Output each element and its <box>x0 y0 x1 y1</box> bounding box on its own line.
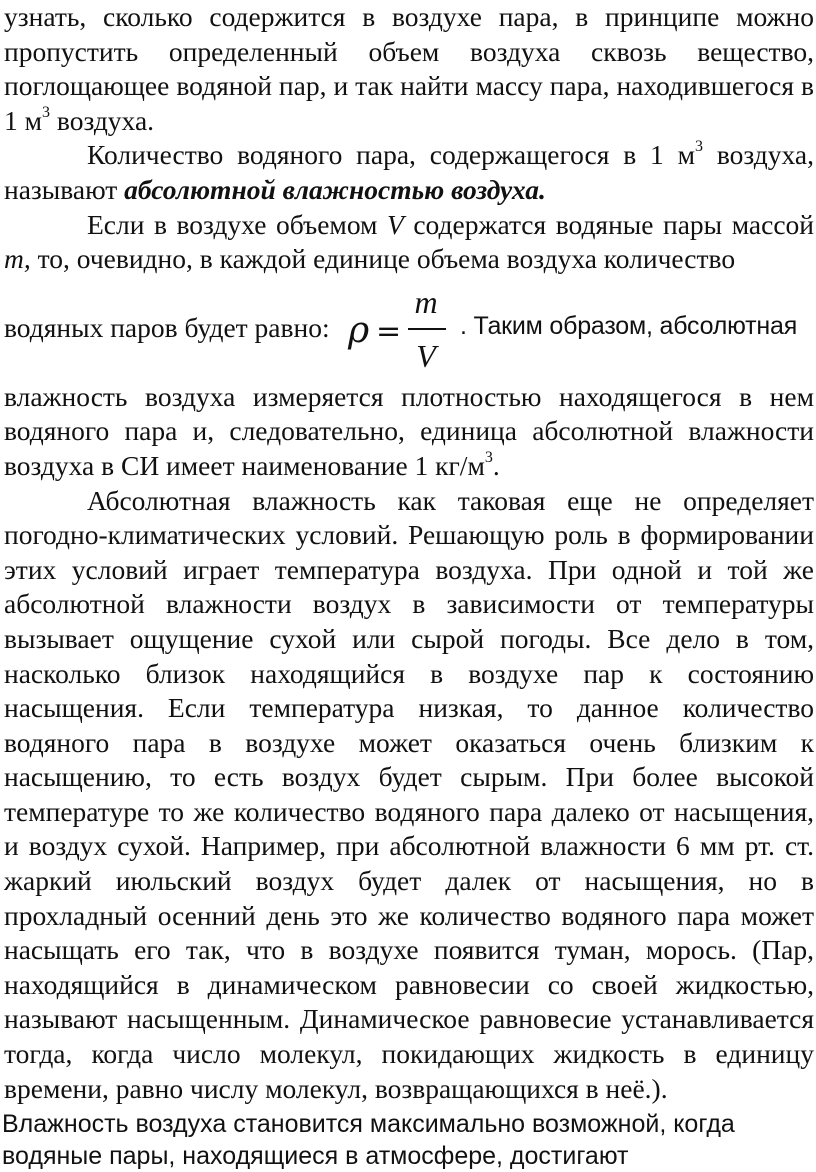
superscript: 3 <box>695 138 704 156</box>
paragraph-3-end: то, очевидно, в каждой единице объема воздуха количество <box>30 243 736 275</box>
formula-denominator: V <box>416 337 436 374</box>
formula-line <box>4 277 814 380</box>
formula-equals: = <box>376 313 402 349</box>
formula-numerator: m <box>414 283 438 320</box>
density-formula <box>346 279 456 375</box>
document-page <box>4 0 814 1172</box>
paragraph-3-text: Если в воздухе объемом <box>87 208 387 240</box>
paragraph-1-text: узнать, сколько содержится в воздухе пара, в принципе можно пропустить определенный объем воздуха сквозь вещество, поглощающее водяной пар, и так найти массу пара, находившегося в 1 м <box>4 1 814 136</box>
superscript: 3 <box>484 448 493 466</box>
formula-svg <box>346 279 456 375</box>
paragraph-4: Абсолютная влажность как таковая еще не определяет погодно-климатических условий. Решающую роль в формировании этих условий играет температура воздуха. При одной и той же абсолютной влажности воздух в зависимости от температуры вызывает ощущение сухой или сырой погоды. Все дело в том, насколько близок находящийся в воздухе пар к состоянию насыщения. Если температура низкая, то данное количество водяного пара в воздухе может оказаться очень близким к насыщению, то есть воздух будет сырым. При более высокой температуре то же количество водяного пара далеко от насыщения, и воздух сухой. Например, при абсолютной влажности 6 мм рт. ст. жаркий июльский воздух будет далек от насыщения, но в прохладный осенний день это же количество водяного пара может насыщать его так, что в воздухе появится туман, морось. (Пар, находящийся в динамическом равновесии со своей жидкостью, называют насыщенным. Динамическое равновесие устанавливается тогда, когда число молекул, покидающих жидкость в единицу времени, равно числу молекул, возвращающихся в неё.). <box>4 484 814 1104</box>
formula-tail-text: . Таким образом, абсолютная <box>460 311 798 340</box>
highlighted-statement <box>2 1108 812 1172</box>
formula-lead-text: водяных паров будет равно: <box>4 311 330 343</box>
paragraph-3 <box>4 208 814 277</box>
defined-term: абсолютной влажностью воздуха. <box>124 173 546 205</box>
paragraph-1 <box>4 0 814 138</box>
statement-line-1: Влажность воздуха становится максимально возможной, когда <box>2 1110 735 1139</box>
paragraph-2-mid: воздуха, называют <box>4 139 814 205</box>
paragraph-3-cont-end: . <box>492 449 500 481</box>
variable-v: V <box>387 208 404 240</box>
paragraph-3-cont-text: влажность воздуха измеряется плотностью находящегося в нем водяного пара и, следовательно, единица абсолютной влажности воздуха в СИ имеет наименование 1 кг/м <box>4 380 814 481</box>
paragraph-2-text: Количество водяного пара, содержащегося в 1 м <box>87 139 696 171</box>
formula-rho: ρ <box>348 309 370 351</box>
variable-m: m, <box>4 243 31 275</box>
superscript: 3 <box>42 103 51 121</box>
paragraph-3-mid: содержатся водяные пары массой <box>403 208 814 240</box>
statement-line-2: водяные пары, находящиеся в атмосфере, достигают <box>2 1142 629 1171</box>
paragraph-1-end: воздуха. <box>50 104 155 136</box>
paragraph-3-continued <box>4 380 814 484</box>
paragraph-2 <box>4 138 814 207</box>
